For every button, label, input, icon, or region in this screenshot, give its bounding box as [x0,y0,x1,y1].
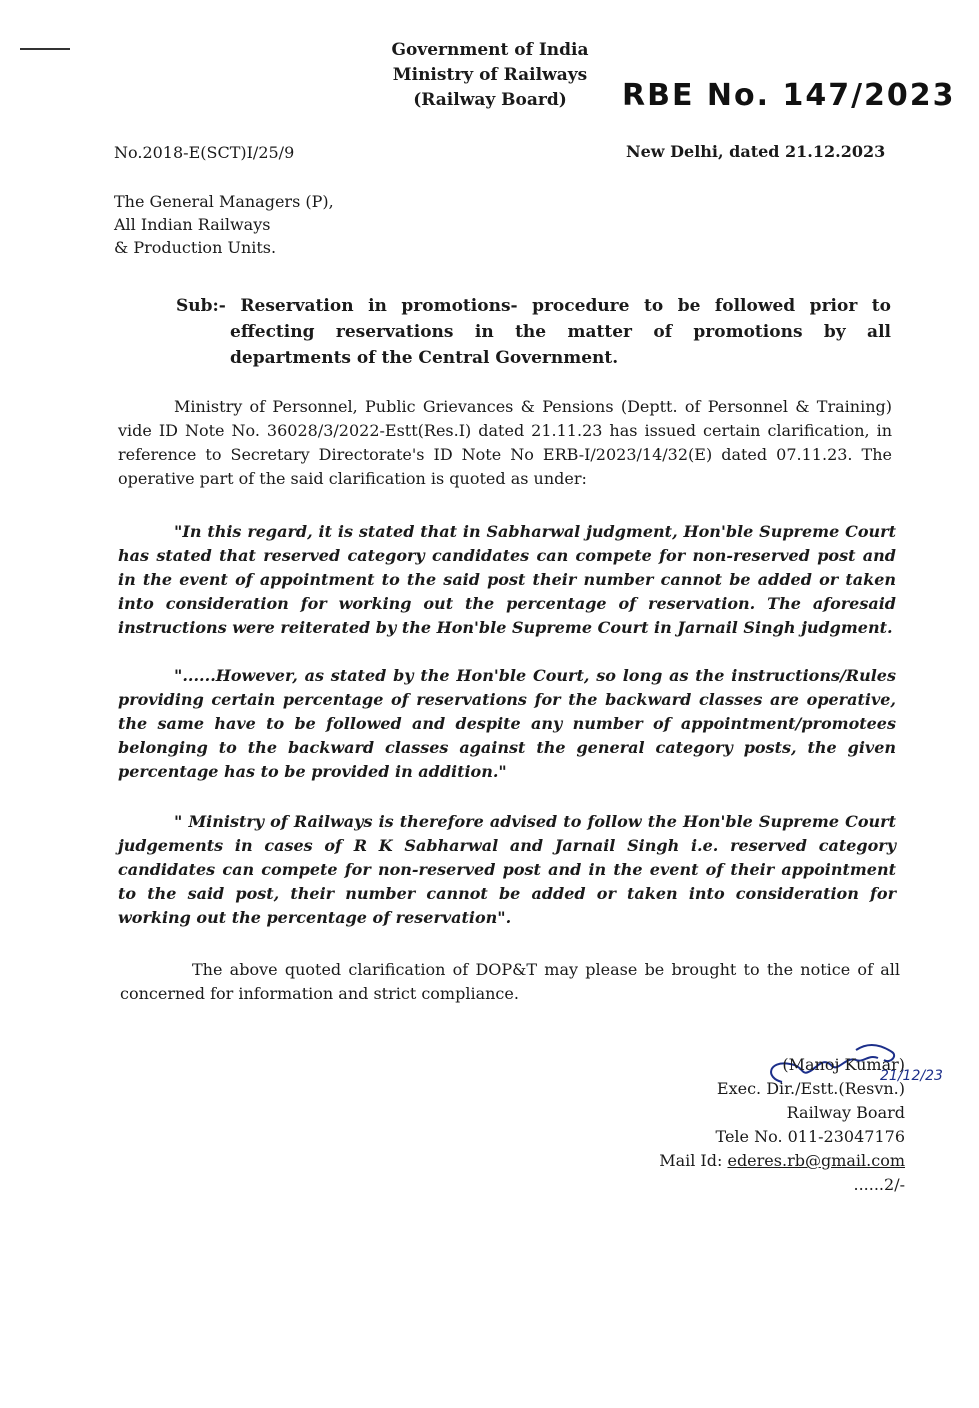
margin-dash [20,48,70,50]
mail-link[interactable]: ederes.rb@gmail.com [727,1151,905,1170]
signature-block [600,1053,905,1197]
quote-1: "In this regard, it is stated that in Sabharwal judgment, Hon'ble Supreme Court has stated that reserved category candidates can compete for non-reserved post and in the event of appointment to the said post their number cannot be added or taken into consideration for working out the percentage of reservation. The aforesaid instructions were reiterated by the Hon'ble Supreme Court in Jarnail Singh judgment. [118,522,896,637]
addressee-line-2: All Indian Railways [114,215,271,234]
quote-2: "......However, as stated by the Hon'ble Court, so long as the instructions/Rules providing certain percentage of reservations for the backward classes are operative, the same have to be followed and despite any number of appointment/promotees belonging to the backward classes against the general category posts, the given percentage has to be provided in addition." [118,666,896,781]
signatory-mail-line [600,1149,905,1173]
mail-label: Mail Id: [659,1151,728,1170]
addressee [114,190,334,259]
letterhead-line-2: Ministry of Railways [392,65,588,85]
reference-number: No.2018-E(SCT)I/25/9 [114,143,295,162]
addressee-line-1: The General Managers (P), [114,192,334,211]
signatory-designation: Exec. Dir./Estt.(Resvn.) [716,1079,905,1098]
page-continuation: ......2/- [853,1175,905,1194]
paragraph-2: The above quoted clarification of DOP&T may please be brought to the notice of all concerned for information and strict compliance. [120,960,900,1003]
letterhead-line-1: Government of India [391,40,589,60]
paragraph-1: Ministry of Personnel, Public Grievances & Pensions (Deptt. of Personnel & Training) vide ID Note No. 36028/3/2022-Estt(Res.I) dated 21.11.23 has issued certain clarification, in reference to Secretary Directorate's ID Note No ERB-I/2023/14/32(E) dated 07.11.23. The operative part of the said clarification is quoted as under: [118,397,892,488]
signatory-office: Railway Board [786,1103,905,1122]
letter-date: New Delhi, dated 21.12.2023 [626,142,886,161]
rbe-number-handwritten: RBE No. 147/2023 [622,78,956,113]
letterhead-line-3: (Railway Board) [413,90,567,110]
signature-date: 21/12/23 [880,1068,943,1084]
letterhead [340,38,640,113]
subject-text: Sub:- Reservation in promotions- procedure to be followed prior to effecting reservations in the matter of promotions by all departments of the Central Government. [176,296,891,368]
subject-line [176,293,891,371]
quote-3: " Ministry of Railways is therefore advised to follow the Hon'ble Supreme Court judgements in cases of R K Sabharwal and Jarnail Singh i.e. reserved category candidates can compete for non-reserved post and in the event of their appointment to the said post, their number cannot be added or taken into consideration for working out the percentage of reservation". [118,812,896,927]
addressee-line-3: & Production Units. [114,238,277,257]
signatory-tele: Tele No. 011-23047176 [715,1127,905,1146]
signatory-name: (Manoj Kumar) [782,1055,905,1074]
